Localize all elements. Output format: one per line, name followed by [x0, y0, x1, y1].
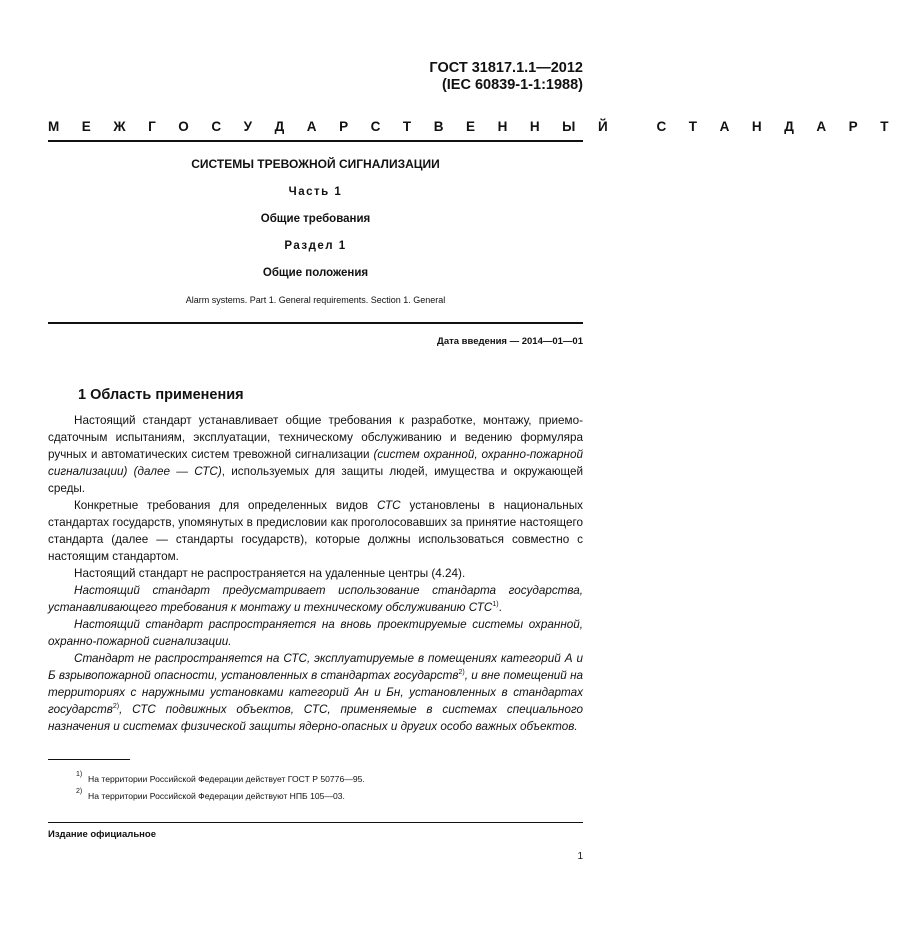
text-run: . — [498, 601, 502, 614]
bottom-rule — [48, 822, 583, 823]
paragraph: Настоящий стандарт не распространяется на удаленные центры (4.24). — [74, 567, 466, 580]
text-run: Конкретные требования для определенных видов — [74, 499, 377, 512]
top-rule — [48, 140, 583, 142]
paragraph — [48, 616, 583, 650]
text-run: Стандарт не распространяется на СТС, эксплуатируемые в помещениях категорий А и Б взрывопожарной опасности, установленных в стандартах государств — [48, 652, 583, 682]
paragraph — [48, 582, 583, 616]
clause-body — [48, 412, 583, 735]
paragraph — [48, 497, 583, 565]
text-run: Настоящий стандарт устанавливает общие требования к разработке, монтажу, приемо-сдаточным испытаниям, эксплуатации, техническому обслуживанию и ведению формуляра ручных и автоматических систем тревожной сигнализации — [48, 414, 583, 461]
standard-title: СИСТЕМЫ ТРЕВОЖНОЙ СИГНАЛИЗАЦИИ — [191, 157, 440, 171]
footnote: 1) На территории Российской Федерации действует ГОСТ Р 50776—95. — [76, 771, 365, 784]
title-rule — [48, 322, 583, 324]
iec-number: (IEC 60839-1-1:1988) — [441, 77, 583, 93]
text-run: , и вне помещений на территориях с наружными установками категорий Ан и Бн, установленных в стандартах государств — [48, 669, 584, 716]
footnote-text: На территории Российской Федерации действует ГОСТ Р 50776—95. — [88, 774, 365, 784]
paragraph — [48, 412, 583, 497]
footnote-text: На территории Российской Федерации действуют НПБ 105—03. — [88, 791, 345, 801]
gost-number: ГОСТ 31817.1.1—2012 — [429, 60, 583, 76]
text-run: (систем охранной, охранно-пожарной сигнализации) (далее — СТС) — [48, 448, 583, 478]
text-run: СТС — [376, 499, 401, 512]
page-number: 1 — [577, 851, 583, 862]
footnote-ref: 1) — [492, 601, 499, 609]
edition-note: Издание официальное — [48, 829, 156, 840]
text-run: установлены в национальных стандартах государств, упомянутых в предисловии как проголосовавших за принятие настоящего стандарта (далее — стандарты государств), которые должны использоваться совместно с настоящим стандартом. — [48, 499, 583, 563]
standard-banner: М Е Ж Г О С У Д А Р С Т В Е Н Н Ы Й С Т А Н Д А Р Т — [48, 119, 898, 134]
footnote-ref: 2) — [112, 703, 120, 711]
footnote-rule — [48, 759, 130, 760]
footnote: 2) На территории Российской Федерации действуют НПБ 105—03. — [76, 788, 345, 801]
text-run: Настоящий стандарт предусматривает использование стандарта государства, устанавливающего требования к монтажу и техническому обслуживанию СТС — [48, 584, 583, 614]
text-run: Настоящий стандарт распространяется на вновь проектируемые системы охранной, охранно-пожарной сигнализации. — [48, 618, 583, 648]
english-title: Alarm systems. Part 1. General requirements. Section 1. General — [185, 295, 446, 305]
section-label: Раздел 1 — [284, 240, 347, 252]
introduction-date: Дата введения — 2014—01—01 — [437, 336, 583, 347]
clause-heading: 1 Область применения — [78, 387, 244, 403]
part-label: Часть 1 — [288, 186, 343, 198]
text-run: , используемых для защиты людей, имущества и окружающей среды. — [48, 465, 584, 495]
section-title: Общие положения — [262, 267, 369, 279]
footnotes — [48, 771, 365, 805]
part-subtitle: Общие требования — [260, 213, 371, 225]
text-run: , СТС подвижных объектов, СТС, применяемые в системах специального назначения и системах физической защиты ядерно-опасных и других особо важных объектов. — [48, 703, 583, 733]
footnote-ref: 2) — [458, 669, 465, 677]
paragraph — [48, 650, 583, 735]
document-header — [429, 60, 583, 94]
